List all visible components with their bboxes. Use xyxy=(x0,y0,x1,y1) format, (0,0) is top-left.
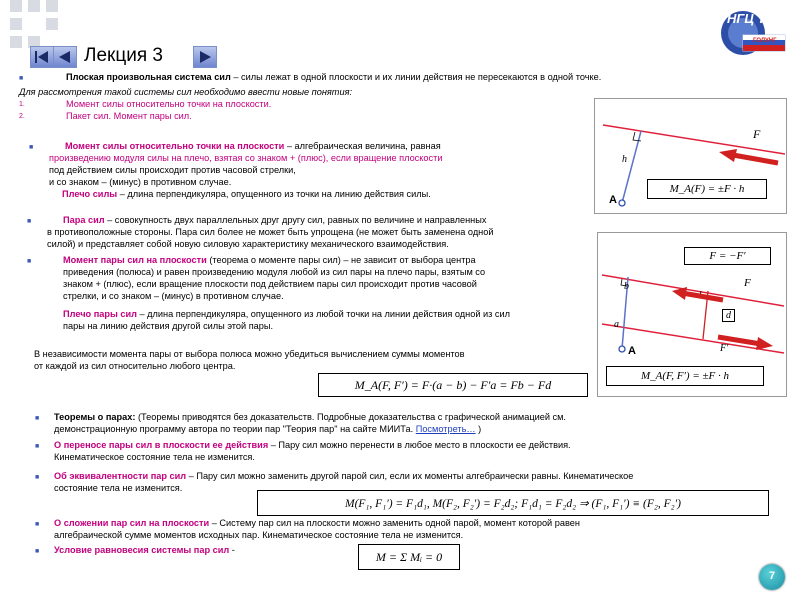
pair-moment-line3: знаком + (плюс), если вращение плоскости под действием пары сил происходит против часовой xyxy=(63,279,477,289)
prev-slide-button[interactable] xyxy=(53,46,77,68)
theorems-rest: (Теоремы приводятся без доказательств. Подробные доказательства с графической анимацией см. xyxy=(135,412,566,422)
arrow-left-icon xyxy=(54,47,76,67)
moment-line3: под действием силы происходит против часовой стрелки, xyxy=(49,165,296,175)
list-item-2: Пакет сил. Момент пары сил. xyxy=(66,111,192,121)
arm-label-a: a xyxy=(614,319,619,330)
transfer-term: О переносе пары сил в плоскости ее действия xyxy=(54,440,269,450)
arm-label-d: d xyxy=(722,309,735,322)
transfer-rest: – Пару сил можно перенести в любое место в плоскости ее действия. xyxy=(268,440,571,450)
arrow-right-icon xyxy=(194,47,216,67)
diagram-pair xyxy=(597,232,787,397)
equivalence-formula: M(F₁, F₁′) = F₁d₁, M(F₂, F₂′) = F₂d₂; F₁d₁ = F₂d₂ ⇒ (F₁, F₁′) ≡ (F₂, F₂′) xyxy=(257,490,769,516)
equiv-rest: – Пару сил можно заменить другой парой сил, если их моменты алгебраически равны. Кинематическое xyxy=(186,471,634,481)
pair-arm-rest: – длина перпендикуляра, опущенного из любой точки на линии действия одной из сил xyxy=(136,309,510,319)
view-link[interactable]: Посмотреть… xyxy=(415,424,476,434)
moment-line1 xyxy=(65,140,441,153)
theorem-equiv-line1 xyxy=(54,470,633,483)
pair-line2: в противоположные стороны. Пара сил более не может быть упрощена (не может быть заменена одной xyxy=(47,227,494,237)
bullet-icon: ■ xyxy=(19,75,24,82)
page-number: 7 xyxy=(768,570,776,582)
theorems-line2-text: демонстрационную программу автора по теории пар "Теория пар" на сайте МИИТа. xyxy=(54,424,414,434)
equilibrium-formula: M = Σ Mᵢ = 0 xyxy=(358,544,460,570)
theorem-intro-line1 xyxy=(54,411,566,424)
moment-arm xyxy=(62,188,431,201)
first-slide-button[interactable] xyxy=(30,46,54,68)
logo xyxy=(713,5,787,57)
pair-term: Пара сил xyxy=(63,215,105,225)
pair-moment-theorem: (теорема о моменте пары сил) xyxy=(206,255,341,265)
logo-subtext: ГОЛУНГ xyxy=(753,38,777,44)
intro-definition: – силы лежат в одной плоскости и их линии действия не пересекаются в одной точке. xyxy=(230,72,602,82)
theorem-sum-line2: алгебраической сумме моментов исходных пар. Кинематическое состояние тела не изменится. xyxy=(54,530,464,540)
theorem-transfer-line1 xyxy=(54,439,571,452)
pair-rest: – совокупность двух параллельных друг другу сил, равных по величине и направленных xyxy=(104,215,487,225)
theorem-transfer-line2: Кинематическое состояние тела не изменится. xyxy=(54,452,255,462)
pair-moment-rest: – не зависит от выбора центра xyxy=(340,255,476,265)
theorems-term: Теоремы о парах: xyxy=(54,412,136,422)
pair-line1 xyxy=(63,214,486,227)
equiv-term: Об эквивалентности пар сил xyxy=(54,471,187,481)
sum-rest: – Систему пар сил на плоскости можно заменить одной парой, момент которой равен xyxy=(209,518,580,528)
theorem-equilibrium xyxy=(54,544,235,557)
pair-moment-line2: приведения (полюса) и равен произведению модуля любой из сил пары на плечо пары, взятым со xyxy=(63,267,486,277)
equilibrium-rest: - xyxy=(229,545,235,555)
intro-term: Плоская произвольная система сил xyxy=(66,72,231,82)
moment-line2: произведению модуля силы на плечо, взятая со знаком + (плюс), если вращение плоскости xyxy=(49,153,443,163)
arm-label-b: b xyxy=(624,281,629,292)
pair-moment-term: Момент пары сил на плоскости xyxy=(63,255,207,265)
pair-moment-line4: стрелки, и со знаком – (минус) в противном случае. xyxy=(63,291,284,301)
bullet-icon: ■ xyxy=(29,144,34,151)
force-label-F: F xyxy=(753,127,761,141)
bullet-icon: ■ xyxy=(35,443,40,450)
page-title: Лекция 3 xyxy=(84,45,163,66)
pair-arm-line1 xyxy=(63,308,510,321)
force2-label-F: F xyxy=(744,277,751,289)
sum-term: О сложении пар сил на плоскости xyxy=(54,518,210,528)
theorem-sum-line1 xyxy=(54,517,580,530)
pair-line3: силой) и представляет собой новую силовую характеристику механического взаимодействия. xyxy=(47,239,449,249)
point2-label-A: A xyxy=(628,345,636,357)
force-prime-label: F′ xyxy=(720,343,729,354)
theorems-close: ) xyxy=(475,424,482,434)
skip-back-icon xyxy=(31,47,53,67)
moment-line4: и со знаком – (минус) в противном случае. xyxy=(49,177,232,187)
intro-line xyxy=(66,71,601,84)
bullet-icon: ■ xyxy=(35,521,40,528)
pair-arm-line2: пары на линию действия другой силы этой пары. xyxy=(63,321,274,331)
bullet-icon: ■ xyxy=(27,218,32,225)
arm-definition: – длина перпендикуляра, опущенного из точки на линию действия силы. xyxy=(117,189,431,199)
moment-point-formula: M_A(F) = ±F · h xyxy=(647,179,767,199)
page-number-badge xyxy=(759,564,785,590)
pair-def-formula: F = −F′ xyxy=(684,247,771,265)
theorem-equiv-line2: состояние тела не изменится. xyxy=(54,483,183,493)
pair-arm-term: Плечо пары сил xyxy=(63,309,137,319)
list-item-1: Момент силы относительно точки на плоскости. xyxy=(66,99,272,109)
theorem-intro-line2 xyxy=(54,423,481,436)
point-label-A: A xyxy=(609,194,617,206)
intro-note: Для рассмотрения такой системы сил необходимо ввести новые понятия: xyxy=(19,87,353,97)
pair-sum-formula: M_A(F, F′) = F·(a − b) − F′a = Fb − Fd xyxy=(318,373,588,397)
bullet-icon: ■ xyxy=(35,415,40,422)
next-slide-button[interactable] xyxy=(193,46,217,68)
independence-line2: от каждой из сил относительно любого центра. xyxy=(34,361,236,371)
logo-text: НГЦ ТТ xyxy=(727,11,774,26)
bullet-icon: ■ xyxy=(27,258,32,265)
pair-moment-line1 xyxy=(63,254,476,267)
list-num-2: 2. xyxy=(19,113,25,120)
arm-term: Плечо силы xyxy=(62,189,118,199)
independence-line1: В независимости момента пары от выбора полюса можно убедиться вычислением суммы моментов xyxy=(34,349,465,359)
diagram-moment xyxy=(594,98,787,214)
bullet-icon: ■ xyxy=(35,474,40,481)
list-num-1: 1. xyxy=(19,101,25,108)
bullet-icon: ■ xyxy=(35,548,40,555)
equilibrium-term: Условие равновесия системы пар сил xyxy=(54,545,230,555)
arm-label-h: h xyxy=(622,154,627,165)
moment-term: Момент силы относительно точки на плоскости xyxy=(65,141,285,151)
moment-rest: – алгебраическая величина, равная xyxy=(284,141,441,151)
pair-moment-formula: M_A(F, F′) = ±F · h xyxy=(606,366,764,386)
